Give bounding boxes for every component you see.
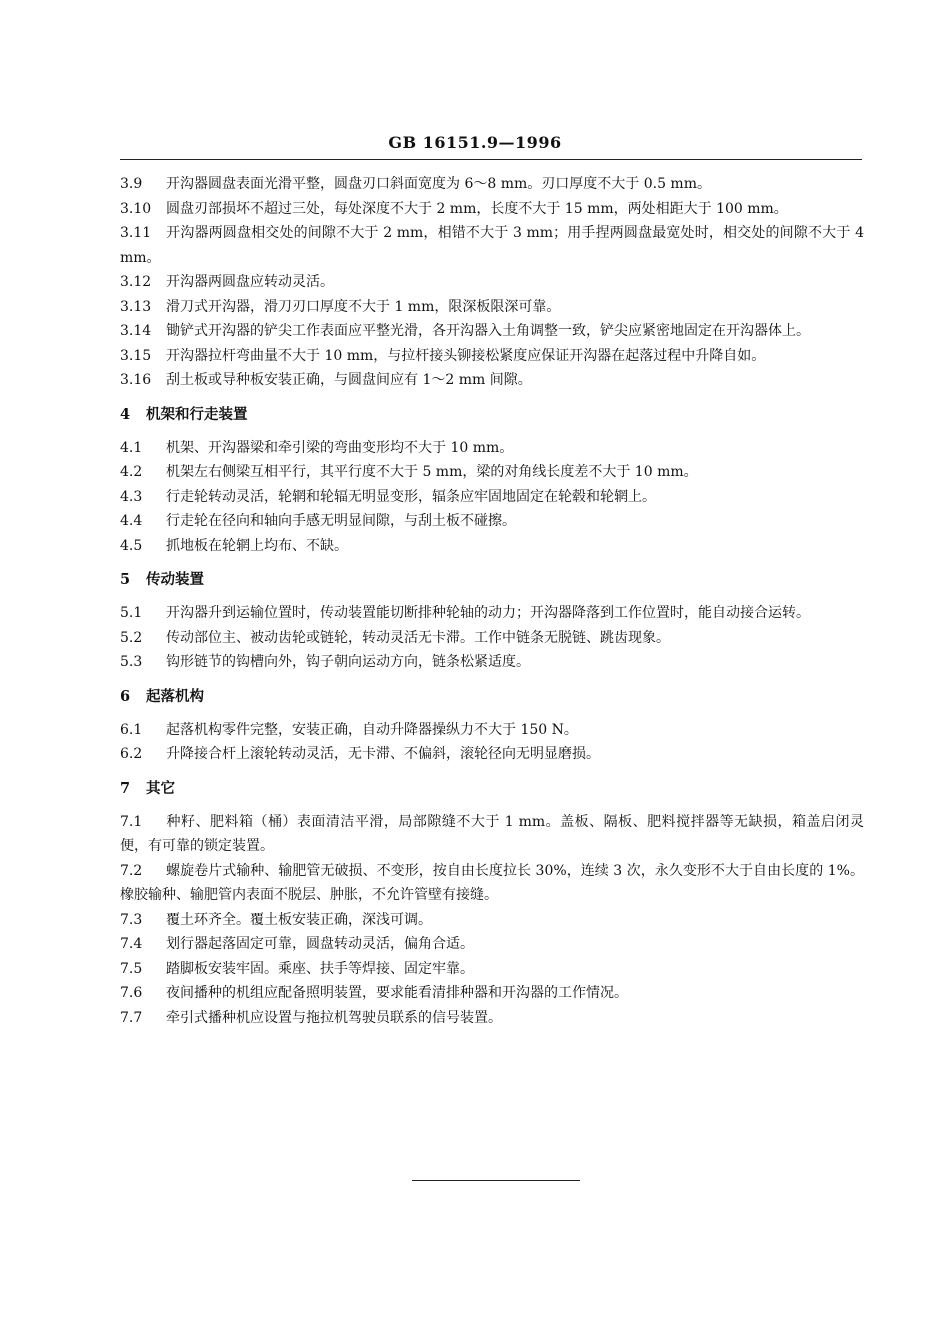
clause-7-4 [120, 932, 864, 957]
clause-3-14 [120, 319, 864, 344]
clause-number: 3.9 [120, 176, 143, 192]
clause-text: 升降接合杆上滚轮转动灵活，无卡滞、不偏斜，滚轮径向无明显磨损。 [166, 746, 600, 762]
clause-5-3 [120, 650, 864, 675]
clause-number: 4.5 [120, 537, 143, 554]
clause-7-1 [120, 810, 864, 859]
section-title: 起落机构 [146, 687, 204, 705]
clause-number: 7.2 [120, 862, 143, 879]
clause-text: 种籽、肥料箱（桶）表面清洁平滑，局部隙缝不大于 1 mm。盖板、隔板、肥料搅拌器等无缺损，箱盖启闭灵便，有可靠的锁定装置。 [120, 813, 864, 854]
clause-number: 5.3 [120, 654, 143, 670]
clause-7-5 [120, 957, 864, 982]
clause-3-10 [120, 197, 864, 222]
section-number: 5 [120, 571, 131, 588]
clause-number: 3.16 [120, 372, 152, 388]
clause-number: 3.10 [120, 200, 152, 217]
clause-text: 刮土板或导种板安装正确，与圆盘间应有 1～2 mm 间隙。 [166, 372, 532, 388]
clause-text: 开沟器圆盘表面光滑平整，圆盘刃口斜面宽度为 6～8 mm。刃口厚度不大于 0.5 mm。 [166, 176, 711, 192]
clause-text: 滑刀式开沟器，滑刀刃口厚度不大于 1 mm，限深板限深可靠。 [166, 298, 561, 315]
clause-number: 7.3 [120, 911, 143, 928]
section-title: 其它 [146, 779, 175, 797]
clause-number: 7.5 [120, 960, 143, 977]
clause-7-2 [120, 859, 864, 908]
clause-number: 3.12 [120, 274, 152, 290]
clause-number: 5.2 [120, 629, 143, 646]
section-heading-6 [120, 685, 864, 709]
clause-text: 牵引式播种机应设置与拖拉机驾驶员联系的信号装置。 [166, 1009, 502, 1026]
clause-5-2 [120, 626, 864, 651]
header-divider [120, 159, 862, 160]
clause-number: 3.14 [120, 323, 152, 339]
document-body [120, 172, 864, 1030]
clause-text: 螺旋卷片式输种、输肥管无破损、不变形，按自由长度拉长 30%，连续 3 次，永久变形不大于自由长度的 1%。橡胶输种、输肥管内表面不脱层、肿胀，不允许管壁有接缝。 [120, 862, 864, 903]
clause-number: 5.1 [120, 605, 143, 621]
clause-text: 开沟器两圆盘相交处的间隙不大于 2 mm，相错不大于 3 mm；用手捏两圆盘最宽处时，相交处的间隙不大于 4 mm。 [120, 225, 864, 266]
section-heading-4 [120, 403, 864, 427]
clause-text: 开沟器拉杆弯曲量不大于 10 mm，与拉杆接头铆接松紧度应保证开沟器在起落过程中升降自如。 [166, 347, 766, 364]
clause-number: 4.1 [120, 439, 143, 456]
clause-3-15 [120, 344, 864, 369]
section-title: 机架和行走装置 [146, 405, 248, 423]
clause-number: 4.3 [120, 488, 143, 505]
clause-number: 3.13 [120, 298, 152, 315]
clause-text: 行走轮在径向和轴向手感无明显间隙，与刮土板不碰擦。 [166, 513, 516, 529]
clause-number: 6.2 [120, 746, 143, 762]
clause-5-1 [120, 601, 864, 626]
clause-text: 钩形链节的钩槽向外，钩子朝向运动方向，链条松紧适度。 [166, 654, 530, 670]
section-number: 7 [120, 779, 131, 797]
section-heading-7 [120, 777, 864, 801]
clause-6-1 [120, 718, 864, 743]
clause-number: 3.11 [120, 225, 152, 241]
clause-number: 7.4 [120, 936, 143, 952]
clause-text: 划行器起落固定可靠，圆盘转动灵活，偏角合适。 [166, 936, 474, 952]
clause-text: 开沟器升到运输位置时，传动装置能切断排种轮轴的动力；开沟器降落到工作位置时，能自动接合运转。 [166, 605, 810, 621]
clause-3-16 [120, 368, 864, 393]
clause-number: 7.1 [120, 813, 143, 830]
clause-6-2 [120, 742, 864, 767]
clause-text: 锄铲式开沟器的铲尖工作表面应平整光滑，各开沟器入土角调整一致，铲尖应紧密地固定在开沟器体上。 [166, 323, 810, 339]
section-heading-5 [120, 568, 864, 592]
section-number: 4 [120, 405, 131, 423]
clause-text: 行走轮转动灵活，轮辋和轮辐无明显变形，辐条应牢固地固定在轮毂和轮辋上。 [166, 488, 656, 505]
clause-text: 踏脚板安装牢固。乘座、扶手等焊接、固定牢靠。 [166, 960, 474, 977]
clause-3-13 [120, 295, 864, 320]
clause-3-11 [120, 221, 864, 270]
clause-7-3 [120, 908, 864, 933]
clause-number: 6.1 [120, 721, 143, 738]
clause-text: 夜间播种的机组应配备照明装置，要求能看清排种器和开沟器的工作情况。 [166, 985, 628, 1001]
clause-number: 7.7 [120, 1009, 143, 1026]
clause-text: 开沟器两圆盘应转动灵活。 [166, 274, 334, 290]
end-of-document-rule [412, 1180, 580, 1181]
clause-text: 圆盘刃部损坏不超过三处，每处深度不大于 2 mm，长度不大于 15 mm，两处相距大于 100 mm。 [166, 200, 788, 217]
clause-number: 3.15 [120, 347, 152, 364]
clause-4-5 [120, 534, 864, 559]
clause-3-12 [120, 270, 864, 295]
clause-text: 抓地板在轮辋上均布、不缺。 [166, 537, 348, 554]
clause-text: 机架、开沟器梁和牵引梁的弯曲变形均不大于 10 mm。 [166, 439, 514, 456]
clause-number: 7.6 [120, 985, 143, 1001]
clause-4-3 [120, 485, 864, 510]
clause-number: 4.2 [120, 464, 143, 480]
clause-text: 传动部位主、被动齿轮或链轮，转动灵活无卡滞。工作中链条无脱链、跳齿现象。 [166, 629, 670, 646]
section-title: 传动装置 [146, 571, 204, 588]
clause-text: 覆土环齐全。覆土板安装正确，深浅可调。 [166, 911, 432, 928]
clause-7-7 [120, 1006, 864, 1031]
clause-4-4 [120, 509, 864, 534]
clause-7-6 [120, 981, 864, 1006]
clause-4-2 [120, 460, 864, 485]
clause-3-9 [120, 172, 864, 197]
clause-number: 4.4 [120, 513, 143, 529]
section-number: 6 [120, 687, 131, 705]
clause-text: 起落机构零件完整，安装正确，自动升降器操纵力不大于 150 N。 [166, 721, 578, 738]
clause-4-1 [120, 436, 864, 461]
clause-text: 机架左右侧梁互相平行，其平行度不大于 5 mm，梁的对角线长度差不大于 10 mm。 [166, 464, 698, 480]
page-header-title: GB 16151.9—1996 [388, 133, 562, 152]
